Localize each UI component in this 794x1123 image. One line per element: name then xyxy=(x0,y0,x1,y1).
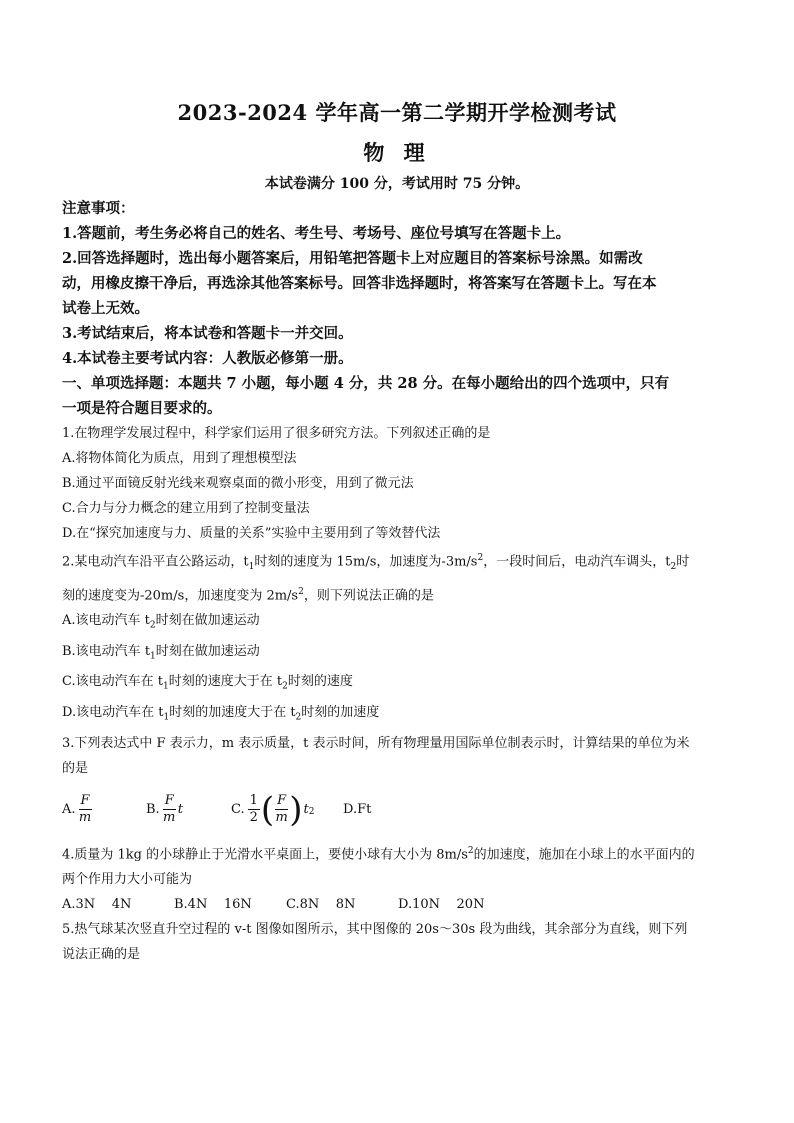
exam-meta: 本试卷满分 100 分，考试用时 75 分钟。 xyxy=(264,176,530,192)
exam-title: 2023-2024 学年高一第二学期开学检测考试 xyxy=(177,100,617,125)
q4-option-d: D.10N 20N xyxy=(398,896,485,912)
q5-stem-line2: 说法正确的是 xyxy=(62,946,141,962)
subject-title: 物 理 xyxy=(363,140,431,165)
q1-option-b: B.通过平面镜反射光线来观察桌面的微小形变，用到了微元法 xyxy=(62,476,414,491)
fraction: $\frac{F}{m}$ xyxy=(78,793,92,826)
q1-stem: 1.在物理学发展过程中，科学家们运用了很多研究方法。下列叙述正确的是 xyxy=(62,426,491,441)
fraction: $\frac{F}{m}$ xyxy=(163,793,176,826)
q5-stem-line1: 5.热气球某次竖直升空过程的 v-t 图像如图所示，其中图像的 20s～30s 段为曲线，其余部分为直线，则下列 xyxy=(62,921,688,937)
q2-option-b: B.该电动汽车 $t_1$时刻在做加速运动 xyxy=(62,643,260,662)
note-line: 2.回答选择题时，选出每小题答案后，用铅笔把答题卡上对应题目的答案标号涂黑。如需改 xyxy=(62,250,643,267)
q2-stem-line1: 2.某电动汽车沿平直公路运动，$t_1$时刻的速度为 15m/s，加速度为$-3m/s^2$，一段时间后，电动汽车调头，$t_2$时 xyxy=(62,553,690,572)
left-paren: ( xyxy=(260,789,275,830)
q2-option-c: C.该电动汽车在 $t_1$时刻的速度大于在 $t_2$时刻的速度 xyxy=(62,674,353,693)
q2-option-d: D.该电动汽车在 $t_1$时刻的加速度大于在 $t_2$时刻的加速度 xyxy=(62,705,380,723)
note-line: 试卷上无效。 xyxy=(62,300,149,317)
q4-option-b: B.4N 16N xyxy=(174,896,252,912)
right-paren: ) xyxy=(289,789,303,830)
q4-options xyxy=(62,892,732,917)
q3-option-b: B. $\frac{F}{m}$ t xyxy=(146,793,183,826)
q4-stem-line1: 4.质量为 1kg 的小球静止于光滑水平桌面上，要使小球有大小为 $8m/s^2$的加速度，施加在小球上的水平面内的 xyxy=(62,845,695,862)
q1-option-d: D.在“探究加速度与力、质量的关系”实验中主要用到了等效替代法 xyxy=(62,526,441,541)
note-line: 1.答题前，考生务必将自己的姓名、考生号、考场号、座位号填写在答题卡上。 xyxy=(62,225,571,242)
q3-stem-line1: 3.下列表达式中 F 表示力，m 表示质量，t 表示时间，所有物理量用国际单位制表示时，计算结果的单位为米 xyxy=(62,735,690,751)
note-line: 动，用橡皮擦干净后，再选涂其他答案标号。回答非选择题时，将答案写在答题卡上。写在本 xyxy=(62,275,657,292)
note-line: 4.本试卷主要考试内容：人教版必修第一册。 xyxy=(62,350,353,367)
q3-options xyxy=(62,781,732,839)
q3-stem-line2: 的是 xyxy=(62,760,89,776)
q4-option-a: A.3N 4N xyxy=(62,896,132,912)
fraction: $\frac{1}{2}$ xyxy=(249,793,258,826)
section-heading-cont: 一项是符合题目要求的。 xyxy=(62,400,222,417)
q4-option-c: C.8N 8N xyxy=(286,896,356,912)
q4-stem-line2: 两个作用力大小可能为 xyxy=(62,871,193,887)
q3-option-a: A. $\frac{F}{m}$ xyxy=(62,793,92,826)
section-heading: 一、单项选择题：本题共 7 小题，每小题 4 分，共 28 分。在每小题给出的四个选项中，只有 xyxy=(62,375,670,392)
q3-option-d: D.Ft xyxy=(343,802,372,818)
q2-stem-line2: 刻的速度变为-20m/s，加速度变为 $2m/s^2$，则下列说法正确的是 xyxy=(62,586,434,604)
q2-option-a: A.该电动汽车 $t_2$时刻在做加速运动 xyxy=(62,613,260,631)
exam-content xyxy=(62,196,732,967)
fraction: $\frac{F}{m}$ xyxy=(275,793,288,826)
q3-option-c: C. $\frac{1}{2}$ ( $\frac{F}{m}$ ) t 2 xyxy=(231,789,315,830)
q1-option-c: C.合力与分力概念的建立用到了控制变量法 xyxy=(62,501,310,516)
note-line: 3.考试结束后，将本试卷和答题卡一并交回。 xyxy=(62,325,353,342)
notes-heading: 注意事项： xyxy=(62,200,135,217)
q1-option-a: A.将物体简化为质点，用到了理想模型法 xyxy=(62,451,297,466)
